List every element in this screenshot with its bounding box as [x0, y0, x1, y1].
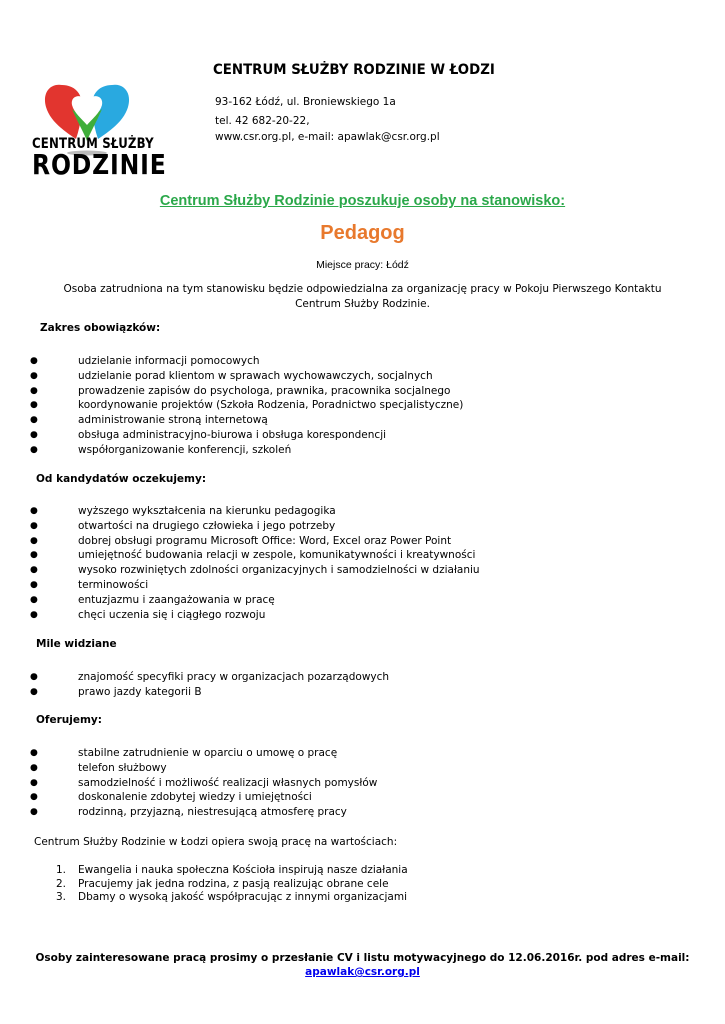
list-item: ● znajomość specyfiki pracy w organizacjach pozarządowych — [30, 671, 390, 683]
values-list — [0, 864, 408, 905]
intro-paragraph: Osoba zatrudniona na tym stanowisku będzie odpowiedzialna za organizację pracy w Pokoju Pierwszego Kontaktu Centrum Służby Rodzinie. — [63, 283, 662, 310]
section-welcome-title: Mile widziane — [36, 638, 117, 650]
list-item: 2. Pracujemy jak jedna rodzina, z pasją realizując obrane cele — [56, 877, 389, 890]
footer — [0, 951, 725, 979]
section-duties-title: Zakres obowiązków: — [40, 322, 161, 334]
bullet-icon: ● — [30, 807, 38, 818]
bullet-icon: ● — [30, 550, 38, 561]
list-number: 1. — [56, 864, 67, 876]
list-item: ● umiejętność budowania relacji w zespole, komunikatywności i kreatywności — [30, 549, 476, 562]
bullet-icon: ● — [30, 535, 38, 546]
list-item: ● stabilne zatrudnienie w oparciu o umowę o pracę — [30, 747, 338, 759]
bullet-icon: ● — [30, 356, 38, 366]
list-item: ● udzielanie porad klientom w sprawach wychowawczych, socjalnych — [30, 369, 433, 382]
list-item: ● administrowanie stroną internetową — [30, 414, 268, 427]
web-email-line: www.csr.org.pl, e-mail: apawlak@csr.org.pl — [215, 131, 440, 143]
workplace: Miejsce pracy: Łódź — [316, 259, 409, 271]
bullet-icon: ● — [30, 415, 38, 426]
list-number: 3. — [56, 891, 67, 903]
bullet-icon: ● — [30, 385, 38, 396]
bullet-icon: ● — [30, 370, 38, 381]
list-item: ● wyższego wykształcenia na kierunku pedagogika — [30, 505, 336, 517]
list-item: ● udzielanie informacji pomocowych — [30, 355, 260, 367]
list-item: ● otwartości na drugiego człowieka i jego potrzeby — [30, 519, 336, 532]
requirements-list — [0, 504, 480, 622]
list-item: 3. Dbamy o wysoką jakość współpracując z innymi organizacjami — [56, 891, 407, 903]
bullet-icon: ● — [30, 520, 38, 531]
bullet-icon: ● — [30, 672, 38, 682]
offer-headline: Centrum Służby Rodzinie poszukuje osoby na stanowisko: — [159, 193, 566, 209]
bullet-icon: ● — [30, 506, 38, 516]
list-item: ● rodzinną, przyjazną, niestresującą atmosferę pracy — [30, 806, 347, 819]
list-item: ● koordynowanie projektów (Szkoła Rodzenia, Poradnictwo specjalistyczne) — [30, 399, 464, 412]
bullet-icon: ● — [30, 777, 38, 788]
bullet-icon: ● — [30, 444, 38, 455]
list-item: ● doskonalenie zdobytej wiedzy i umiejętności — [30, 791, 312, 804]
position-title: Pedagog — [320, 222, 405, 244]
welcome-list — [0, 670, 389, 700]
list-item: ● wysoko rozwiniętych zdolności organizacyjnych i samodzielności w działaniu — [30, 564, 480, 577]
list-item: ● telefon służbowy — [30, 761, 167, 774]
benefits-list — [0, 746, 377, 820]
list-item: ● dobrej obsługi programu Microsoft Office: Word, Excel oraz Power Point — [30, 534, 452, 547]
address-line: 93-162 Łódź, ul. Broniewskiego 1a — [215, 96, 396, 108]
bullet-icon: ● — [30, 565, 38, 576]
footer-text: Osoby zainteresowane pracą prosimy o przesłanie CV i listu motywacyjnego do 12.06.2016r. pod adres e-mail: — [35, 952, 690, 964]
section-requirements-title: Od kandydatów oczekujemy: — [36, 473, 207, 485]
bullet-icon: ● — [30, 429, 38, 440]
bullet-icon: ● — [30, 762, 38, 773]
list-item: ● chęci uczenia się i ciągłego rozwoju — [30, 608, 266, 621]
list-item: ● współorganizowanie konferencji, szkoleń — [30, 443, 292, 456]
list-item: ● entuzjazmu i zaangażowania w pracę — [30, 593, 275, 606]
logo-text-line2: RODZINIE — [32, 148, 167, 181]
list-item: ● samodzielność i możliwość realizacji własnych pomysłów — [30, 776, 378, 789]
list-number: 2. — [56, 877, 67, 890]
bullet-icon: ● — [30, 609, 38, 620]
bullet-icon: ● — [30, 594, 38, 605]
bullet-icon: ● — [30, 400, 38, 411]
bullet-icon: ● — [30, 792, 38, 803]
list-item: ● prowadzenie zapisów do psychologa, prawnika, pracownika socjalnego — [30, 384, 451, 397]
list-item: ● prawo jazdy kategorii B — [30, 685, 202, 698]
email-link[interactable]: apawlak@csr.org.pl — [305, 966, 420, 978]
phone-line: tel. 42 682-20-22, — [215, 115, 310, 127]
bullet-icon: ● — [30, 686, 38, 697]
bullet-icon: ● — [30, 748, 38, 758]
duties-list — [0, 354, 463, 458]
list-item: ● obsługa administracyjno-biurowa i obsługa korespondencji — [30, 428, 387, 441]
bullet-icon: ● — [30, 579, 38, 590]
values-intro: Centrum Służby Rodzinie w Łodzi opiera swoją pracę na wartościach: — [34, 836, 398, 848]
org-title: CENTRUM SŁUŻBY RODZINIE W ŁODZI — [213, 62, 495, 78]
list-item: 1. Ewangelia i nauka społeczna Kościoła inspirują nasze działania — [56, 864, 408, 876]
list-item: ● terminowości — [30, 578, 149, 591]
section-benefits-title: Oferujemy: — [36, 714, 102, 726]
logo-text-line1: CENTRUM SŁUŻBY — [32, 136, 154, 152]
